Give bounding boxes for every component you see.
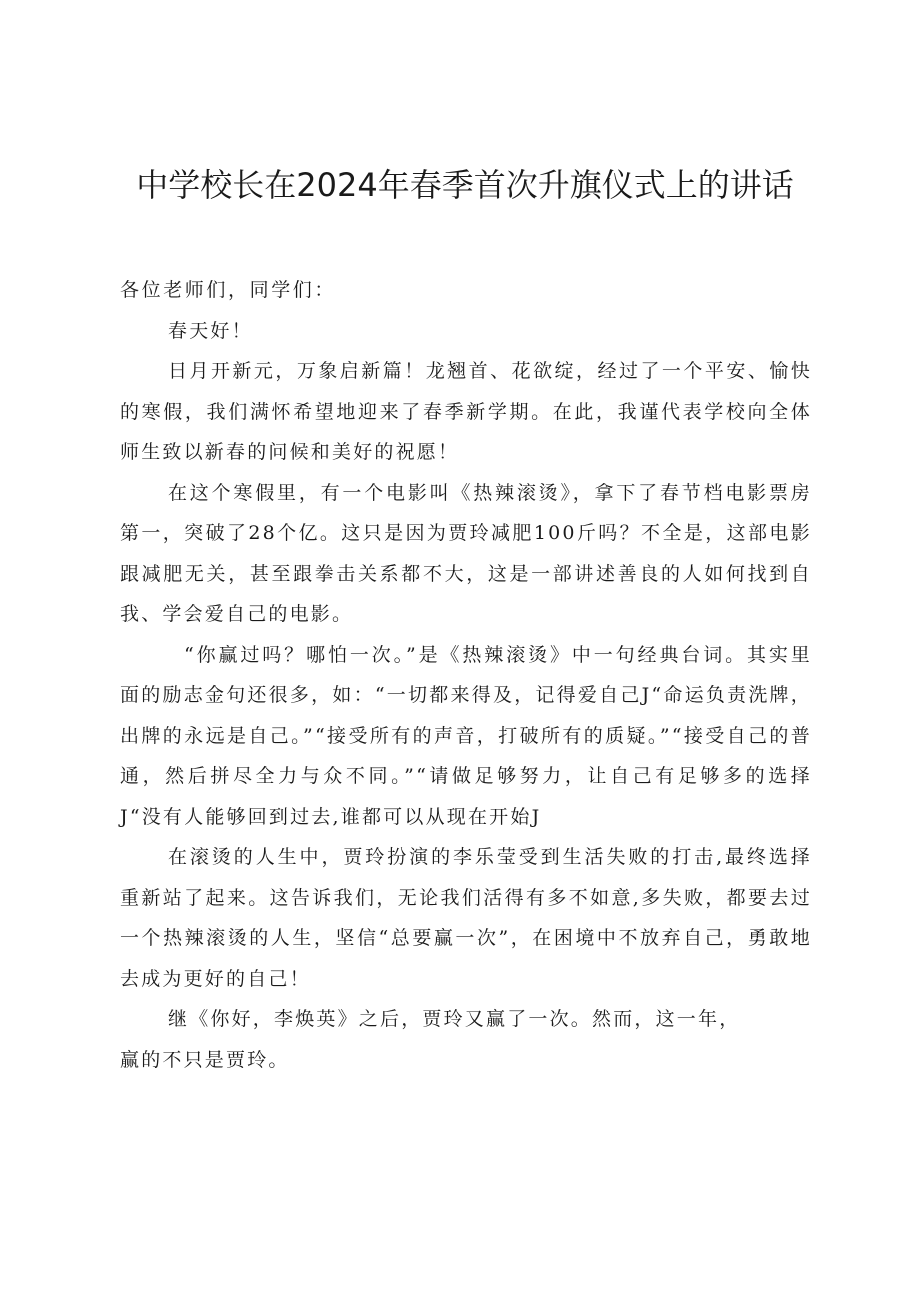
- paragraph-closing: 继《你好，李焕英》之后，贾玲又赢了一次。然而，这一年，: [168, 1008, 741, 1030]
- paragraph-closing-continued: 赢的不只是贾玲。: [120, 1048, 290, 1071]
- paragraph-lesson: 在滚烫的人生中，贾玲扮演的李乐莹受到生活失败的打击,最终选择重新站了起来。这告诉我们，无论我们活得有多不如意,多失败，都要去过一个热辣滚烫的人生，坚信“总要赢一次”，在困境中不放弃自己，勇敢地去成为更好的自己！: [120, 846, 812, 990]
- document-title: 中学校长在2024年春季首次升旗仪式上的讲话: [136, 166, 794, 204]
- document-body: [120, 270, 812, 1080]
- salutation: 各位老师们，同学们：: [120, 279, 337, 301]
- paragraph-new-semester: 日月开新元，万象启新篇！龙翘首、花欲绽，经过了一个平安、愉快的寒假，我们满怀希望地迎来了春季新学期。在此，我谨代表学校向全体师生致以新春的问候和美好的祝愿！: [120, 360, 812, 463]
- paragraph-movie: 在这个寒假里，有一个电影叫《热辣滚烫》，拿下了春节档电影票房第一，突破了28个亿。这只是因为贾玲减肥100斤吗？不全是，这部电影跟减肥无关，甚至跟拳击关系都不大，这是一部讲述善良的人如何找到自我、学会爱自己的电影。: [120, 481, 812, 625]
- paragraph-quotes: “你赢过吗？哪怕一次。”是《热辣滚烫》中一句经典台词。其实里面的励志金句还很多，如：“一切都来得及，记得爱自己J“命运负责洗牌，出牌的永远是自己。”“接受所有的声音，打破所有的质疑。”“接受自己的普通，然后拼尽全力与众不同。”“请做足够努力，让自己有足够多的选择J“没有人能够回到过去,谁都可以从现在开始J: [120, 643, 812, 828]
- paragraph-greeting: 春天好！: [168, 319, 253, 342]
